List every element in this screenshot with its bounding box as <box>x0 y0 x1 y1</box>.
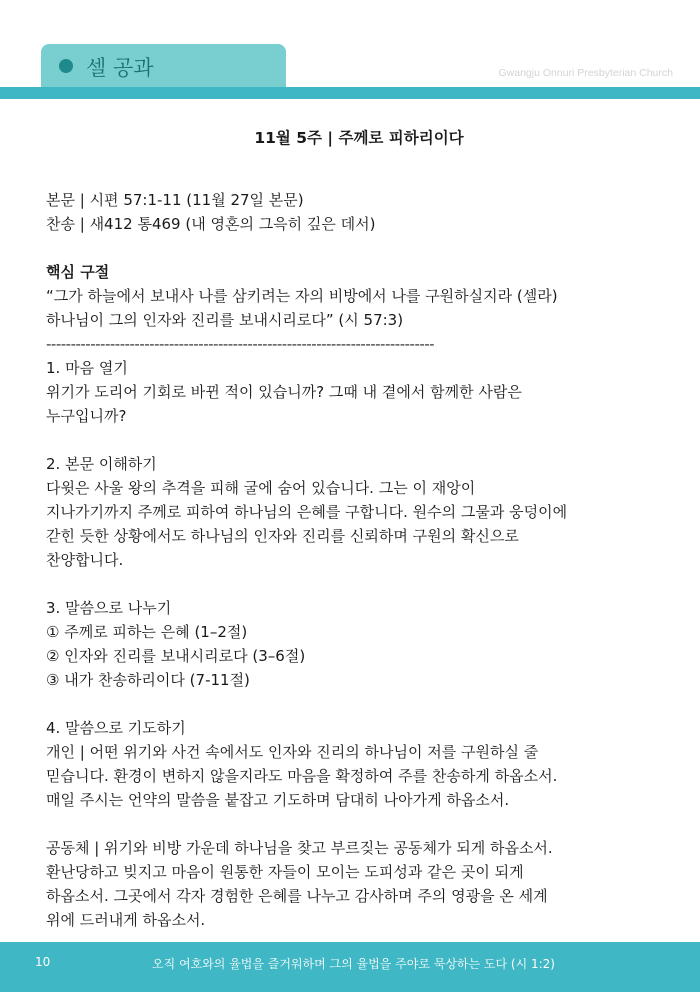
hymn-line: 찬송 | 새412 통469 (내 영혼의 그윽히 깊은 데서) <box>46 215 376 233</box>
paragraph-line: 위기가 도리어 기회로 바뀐 적이 있습니까? 그때 내 곁에서 함께한 사람은 <box>46 383 522 401</box>
prayer-community-line: 하옵소서. 그곳에서 각자 경험한 은혜를 나누고 감사하며 주의 영광을 온 세계 <box>46 887 548 905</box>
bullet-dot-icon <box>59 59 73 73</box>
paragraph-line: 찬양합니다. <box>46 551 124 569</box>
section-heading-understand: 2. 본문 이해하기 <box>46 455 157 473</box>
list-item: ③ 내가 찬송하리이다 (7-11절) <box>46 671 250 689</box>
paragraph-line: 누구입니까? <box>46 407 127 425</box>
paragraph-line: 다윗은 사울 왕의 추격을 피해 굴에 숨어 있습니다. 그는 이 재앙이 <box>46 479 476 497</box>
divider: ------------------------------------------------------------------------------- <box>46 335 435 353</box>
header-bar <box>0 87 700 99</box>
paragraph-line: 지나가기까지 주께로 피하여 하나님의 은혜를 구합니다. 원수의 그물과 웅덩이에 <box>46 503 568 521</box>
section-heading-share: 3. 말씀으로 나누기 <box>46 599 172 617</box>
section-heading-pray: 4. 말씀으로 기도하기 <box>46 719 186 737</box>
list-item: ① 주께로 피하는 은혜 (1–2절) <box>46 623 248 641</box>
page-number: 10 <box>35 955 51 969</box>
key-verse-heading: 핵심 구절 <box>46 263 110 281</box>
footer-verse: 오직 여호와의 율법을 즐거워하며 그의 율법을 주야로 묵상하는 도다 (시 1:2) <box>152 957 555 971</box>
key-verse-line: “그가 하늘에서 보내사 나를 삼키려는 자의 비방에서 나를 구원하실지라 (셀라) <box>46 287 558 305</box>
lesson-content <box>46 126 658 932</box>
section-heading-open: 1. 마음 열기 <box>46 359 128 377</box>
header-tab <box>41 44 286 88</box>
church-name: Gwangju Onnuri Presbyterian Church <box>498 67 673 79</box>
prayer-personal-line: 개인 | 어떤 위기와 사건 속에서도 인자와 진리의 하나님이 저를 구원하실 줄 <box>46 743 539 761</box>
section-title: 셀 공과 <box>86 56 154 80</box>
prayer-personal-line: 매일 주시는 언약의 말씀을 붙잡고 기도하며 담대히 나아가게 하옵소서. <box>46 791 510 809</box>
prayer-community-line: 환난당하고 빚지고 마음이 원통한 자들이 모이는 도피성과 같은 곳이 되게 <box>46 863 524 881</box>
list-item: ② 인자와 진리를 보내시리로다 (3–6절) <box>46 647 306 665</box>
scripture-line: 본문 | 시편 57:1-11 (11월 27일 본문) <box>46 191 304 209</box>
prayer-personal-line: 믿습니다. 환경이 변하지 않을지라도 마음을 확정하여 주를 찬송하게 하옵소서. <box>46 767 558 785</box>
prayer-community-line: 공동체 | 위기와 비방 가운데 하나님을 찾고 부르짖는 공동체가 되게 하옵소서. <box>46 839 553 857</box>
prayer-community-line: 위에 드러내게 하옵소서. <box>46 911 206 929</box>
paragraph-line: 갇힌 듯한 상황에서도 하나님의 인자와 진리를 신뢰하며 구원의 확신으로 <box>46 527 519 545</box>
key-verse-line: 하나님이 그의 인자와 진리를 보내시리로다” (시 57:3) <box>46 311 404 329</box>
lesson-title: 11월 5주 | 주께로 피하리이다 <box>254 129 464 147</box>
